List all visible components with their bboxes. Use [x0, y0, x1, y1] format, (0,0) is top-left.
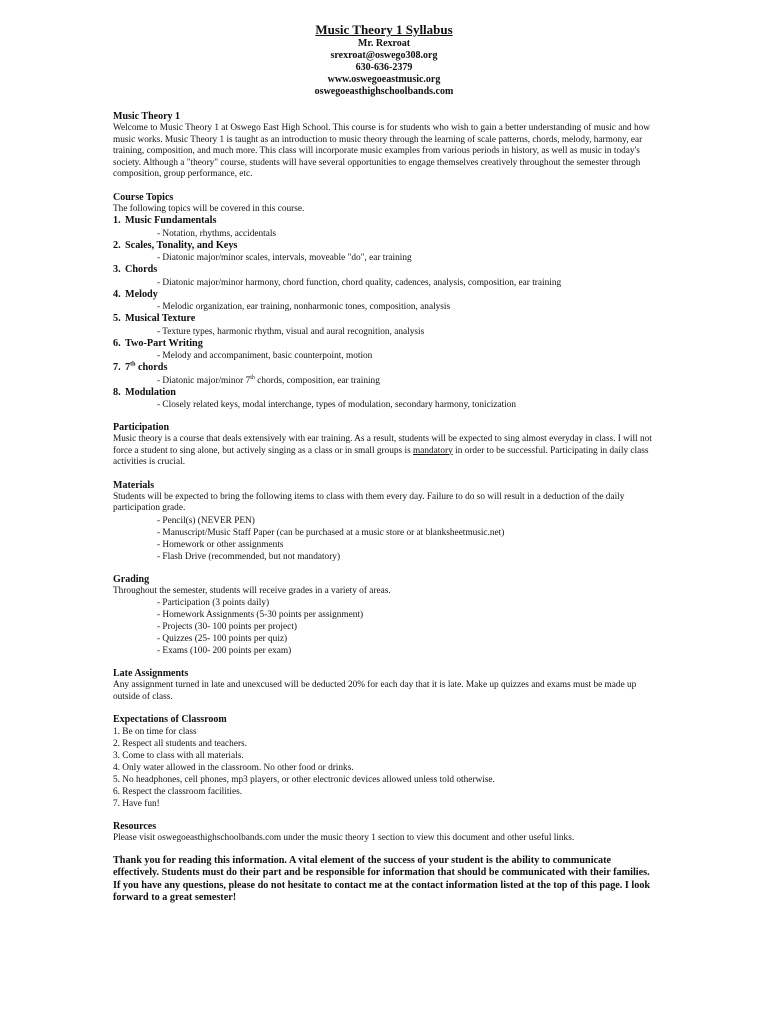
topic-item [113, 313, 653, 338]
topic-detail: - Closely related keys, modal interchange, types of modulation, secondary harmony, tonicization [157, 399, 653, 411]
topic-detail: - Melodic organization, ear training, nonharmonic tones, composition, analysis [157, 301, 653, 313]
course-topics-section [113, 191, 653, 412]
topic-title: 7th chords [125, 361, 168, 373]
topic-number: 7. [113, 362, 121, 373]
grading-section [113, 573, 653, 658]
topic-number: 3. [113, 264, 121, 275]
grading-heading: Grading [113, 573, 150, 585]
teacher-name: Mr. Rexroat [357, 38, 411, 49]
topic-detail: - Diatonic major/minor harmony, chord function, chord quality, cadences, analysis, composition, ear training [157, 277, 653, 289]
resources-text: Please visit oswegoeasthighschoolbands.com under the music theory 1 section to view this document and other useful links. [113, 833, 575, 843]
intro-section [113, 110, 653, 181]
list-item: - Pencil(s) (NEVER PEN) [157, 515, 653, 527]
topic-detail: - Texture types, harmonic rhythm, visual and aural recognition, analysis [157, 326, 653, 338]
resources-section [113, 820, 653, 845]
topic-number: 4. [113, 288, 121, 300]
topic-number: 1. [113, 215, 121, 226]
grading-list [113, 597, 653, 657]
topic-number: 8. [113, 386, 121, 398]
topic-title: Scales, Tonality, and Keys [125, 239, 238, 251]
list-item: 7. Have fun! [113, 799, 160, 809]
topic-item [113, 264, 653, 289]
topic-item [113, 215, 653, 240]
participation-section [113, 421, 653, 469]
topic-title: Musical Texture [125, 313, 196, 324]
closing-paragraph: Thank you for reading this information. A vital element of the success of your student is the ability to communicate effectively. Students must do their part and be responsible for information that should be communicated with their families. If you have any questions, please do not hesitate to contact me at the contact information listed at the top of this page. I look forward to a great semester! [113, 854, 651, 903]
intro-heading: Music Theory 1 [113, 111, 181, 122]
topic-number: 2. [113, 239, 121, 251]
teacher-phone: 630-636-2379 [355, 62, 413, 73]
list-item: 4. Only water allowed in the classroom. No other food or drinks. [113, 763, 354, 773]
topic-item [113, 362, 653, 387]
grading-text: Throughout the semester, students will receive grades in a variety of areas. [113, 585, 391, 596]
list-item: - Participation (3 points daily) [157, 597, 653, 609]
topic-detail: - Notation, rhythms, accidentals [157, 228, 653, 240]
list-item: - Projects (30- 100 points per project) [157, 621, 653, 633]
mandatory-emphasis: mandatory [413, 445, 453, 456]
topic-number: 5. [113, 313, 121, 324]
materials-section [113, 479, 653, 563]
topic-detail: - Melody and accompaniment, basic counterpoint, motion [157, 350, 653, 362]
topic-title: Chords [125, 264, 158, 275]
topic-title: Two-Part Writing [125, 337, 203, 349]
list-item: 1. Be on time for class [113, 727, 197, 737]
topic-detail: - Diatonic major/minor 7th chords, composition, ear training [157, 375, 653, 387]
materials-heading: Materials [113, 479, 155, 491]
materials-list [113, 515, 653, 563]
late-assignments-text: Any assignment turned in late and unexcused will be deducted 20% for each day that it is late. Make up quizzes and exams must be made up outside of class. [113, 680, 637, 702]
list-item: - Manuscript/Music Staff Paper (can be purchased at a music store or at blanksheetmusic.net) [157, 527, 653, 539]
syllabus-body [113, 110, 653, 905]
materials-text: Students will be expected to bring the following items to class with them every day. Failure to do so will result in a deduction of the daily participation grade. [113, 491, 625, 513]
topic-item [113, 338, 653, 363]
topic-list [113, 215, 653, 411]
topic-item [113, 240, 653, 265]
list-item: - Homework Assignments (5-30 points per assignment) [157, 609, 653, 621]
topic-number: 6. [113, 337, 121, 349]
list-item: - Quizzes (25- 100 points per quiz) [157, 633, 653, 645]
list-item: 2. Respect all students and teachers. [113, 739, 247, 749]
participation-heading: Participation [113, 422, 170, 433]
list-item: 5. No headphones, cell phones, mp3 players, or other electronic devices allowed unless told otherwise. [113, 775, 495, 785]
website-bands: oswegoeasthighschoolbands.com [314, 86, 454, 97]
topic-title: Modulation [125, 386, 176, 398]
course-topics-heading: Course Topics [113, 191, 174, 203]
list-item: 6. Respect the classroom facilities. [113, 787, 243, 797]
list-item: 3. Come to class with all materials. [113, 751, 244, 761]
late-assignments-heading: Late Assignments [113, 668, 189, 679]
resources-heading: Resources [113, 821, 157, 832]
document-title: Music Theory 1 Syllabus [315, 22, 453, 37]
document-header [0, 22, 768, 98]
teacher-email: srexroat@oswego308.org [330, 50, 438, 61]
topic-title: Melody [125, 288, 158, 300]
late-assignments-section [113, 667, 653, 703]
intro-text: Welcome to Music Theory 1 at Oswego East High School. This course is for students who wish to gain a better understanding of music and how music works. Music Theory 1 is taught as an introduction to music theory through the learning of scale patterns, chords, melody, harmony, ear training, composition, and much more. This class will incorporate music examples from various periods in history, as well as music in today's society. Although a "theory" course, students will have several opportunities to engage themselves creatively throughout the semester through composition, group performance, etc. [113, 123, 651, 179]
expectations-section [113, 713, 653, 810]
list-item: - Flash Drive (recommended, but not mandatory) [157, 551, 653, 563]
topic-detail: - Diatonic major/minor scales, intervals, moveable "do", ear training [157, 252, 653, 264]
expectations-list [113, 726, 653, 810]
participation-text: Music theory is a course that deals extensively with ear training. As a result, students will be expected to sing almost everyday in class. I will not force a student to sing alone, but actively singing as a class or in small groups is mandatory in order to be successful. Participating in daily class activities is crucial. [113, 434, 652, 467]
course-topics-intro: The following topics will be covered in this course. [113, 203, 305, 214]
expectations-heading: Expectations of Classroom [113, 714, 227, 725]
topic-item [113, 289, 653, 314]
list-item: - Exams (100- 200 points per exam) [157, 645, 653, 657]
list-item: - Homework or other assignments [157, 539, 653, 551]
topic-item [113, 387, 653, 412]
website-music: www.oswegoeastmusic.org [327, 74, 441, 85]
topic-title: Music Fundamentals [125, 215, 217, 226]
